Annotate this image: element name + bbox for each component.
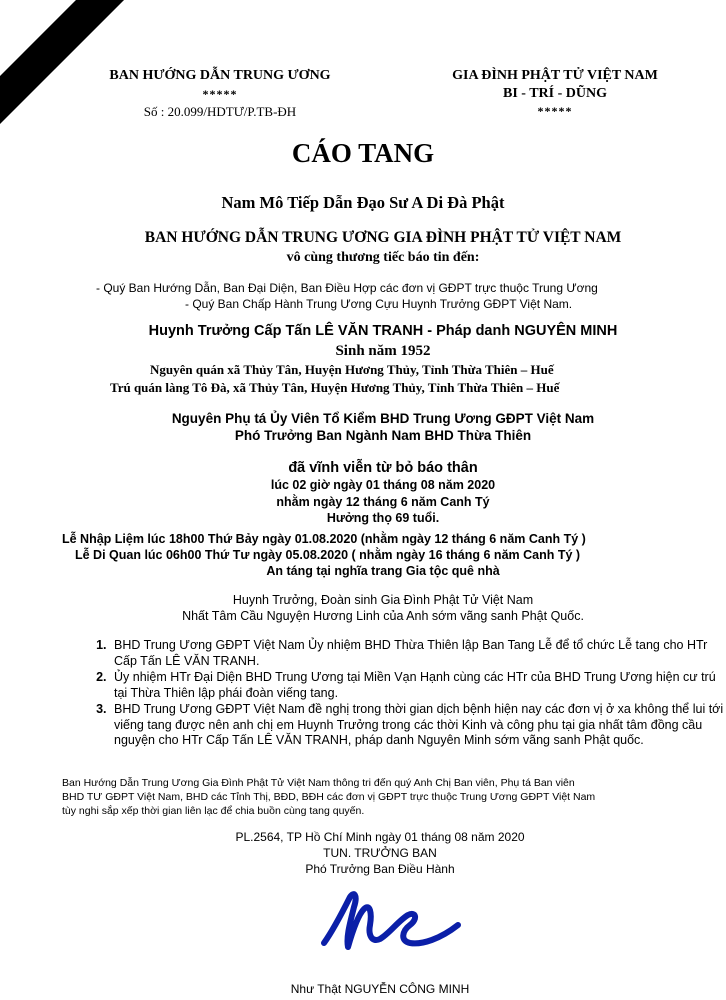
invocation: Nam Mô Tiếp Dẫn Đạo Sư A Di Đà Phật	[221, 193, 505, 212]
recipient-line-1: - Quý Ban Hướng Dẫn, Ban Đại Diện, Ban Điều Hợp các đơn vị GĐPT trực thuộc Trung Ương	[96, 281, 598, 295]
age: Hưởng thọ 69 tuổi.	[326, 511, 440, 525]
deceased-name: Huynh Trưởng Cấp Tấn LÊ VĂN TRANH - Pháp danh NGUYÊN MINH	[148, 323, 618, 339]
header-right-stars: *****	[537, 104, 573, 118]
signer-position: Phó Trưởng Ban Điều Hành	[305, 862, 455, 876]
on-behalf-title: TUN. TRƯỞNG BAN	[323, 846, 437, 860]
role-deputy: Phó Trưởng Ban Ngành Nam BHD Thừa Thiên	[234, 428, 532, 443]
wish-line-2: Nhất Tâm Cầu Nguyện Hương Linh của Anh sớm vãng sanh Phật Quốc.	[182, 609, 584, 623]
issuer: BAN HƯỚNG DẪN TRUNG ƯƠNG GIA ĐÌNH PHẬT TỬ VIỆT NAM	[144, 229, 622, 246]
signer-name: Như Thật NGUYỄN CÔNG MINH	[290, 982, 470, 996]
header-motto: BI - TRÍ - DŨNG	[503, 86, 607, 101]
header-left-title: BAN HƯỚNG DẪN TRUNG ƯƠNG	[109, 68, 331, 83]
passing-lunar-date: nhằm ngày 12 tháng 6 năm Canh Tý	[276, 495, 490, 509]
list-item: 2. Ủy nhiệm HTr Đại Diện BHD Trung Ương tại Miền Vạn Hạnh cùng các HTr của BHD Trung Ương hiện cư trú tại Thừa Thiên lập phái đoàn viếng tang.	[110, 670, 726, 701]
hometown: Nguyên quán xã Thủy Tân, Huyện Hương Thủy, Tỉnh Thừa Thiên – Huế	[150, 362, 554, 377]
encoffin-ceremony: Lễ Nhập Liệm lúc 18h00 Thứ Bảy ngày 01.08.2020 (nhằm ngày 12 tháng 6 năm Canh Tý )	[62, 532, 586, 546]
birth-year: Sinh năm 1952	[335, 343, 431, 359]
notice-line-1: Ban Hướng Dẫn Trung Ương Gia Đình Phật Tử Việt Nam thông tri đến quý Anh Chị Ban viên, Phụ tá Ban viên	[62, 777, 575, 789]
directives-list	[78, 638, 726, 750]
wish-line-1: Huynh Trưởng, Đoàn sinh Gia Đình Phật Tử Việt Nam	[232, 593, 534, 607]
notice-line-2: BHD TƯ GĐPT Việt Nam, BHD các Tỉnh Thị, BĐD, BĐH các đơn vị GĐPT trực thuộc Trung Ương GĐPT Việt Nam	[62, 791, 596, 803]
header-left-stars: *****	[202, 87, 238, 101]
list-item: 3. BHD Trung Ương GĐPT Việt Nam đề nghị trong thời gian dịch bệnh hiện nay các đơn vị ở xa không thể lui tới viếng tang được nên anh chị em Huynh Trưởng trong các thời Kinh và công phu tại gia nhất tâm đồng cầu nguyện cho HTr Cấp Tấn LÊ VĂN TRANH, pháp danh Nguyên Minh sớm vãng sanh Phật quốc.	[110, 702, 726, 749]
document-title: CÁO TANG	[291, 138, 435, 168]
list-item: 1. BHD Trung Ương GĐPT Việt Nam Ủy nhiệm BHD Thừa Thiên lập Ban Tang Lễ để tổ chức Lễ tang cho HTr Cấp Tấn LÊ VĂN TRANH.	[110, 638, 726, 669]
burial: An táng tại nghĩa trang Gia tộc quê nhà	[266, 564, 500, 578]
header-right-title: GIA ĐÌNH PHẬT TỬ VIỆT NAM	[452, 68, 658, 83]
procession-ceremony: Lễ Di Quan lúc 06h00 Thứ Tư ngày 05.08.2020 ( nhằm ngày 16 tháng 6 năm Canh Tý )	[75, 548, 581, 562]
passing-time: lúc 02 giờ ngày 01 tháng 08 năm 2020	[270, 478, 496, 492]
place-date: PL.2564, TP Hồ Chí Minh ngày 01 tháng 08 năm 2020	[235, 830, 525, 844]
intro: vô cùng thương tiếc báo tin đến:	[286, 250, 480, 265]
role-former: Nguyên Phụ tá Ủy Viên Tổ Kiểm BHD Trung Ương GĐPT Việt Nam	[171, 411, 595, 426]
passing-headline: đã vĩnh viễn từ bỏ báo thân	[288, 460, 478, 476]
reference-number: Số : 20.099/HDTƯ/P.TB-ĐH	[143, 104, 297, 119]
recipient-line-2: - Quý Ban Chấp Hành Trung Ương Cựu Huynh Trưởng GĐPT Việt Nam.	[185, 297, 573, 311]
residence: Trú quán làng Tô Đà, xã Thủy Tân, Huyện Hương Thủy, Tỉnh Thừa Thiên – Huế	[110, 380, 560, 395]
handwritten-signature	[300, 885, 470, 965]
notice-line-3: tùy nghi sắp xếp thời gian liên lạc để chia buồn cùng tang quyến.	[62, 805, 365, 817]
